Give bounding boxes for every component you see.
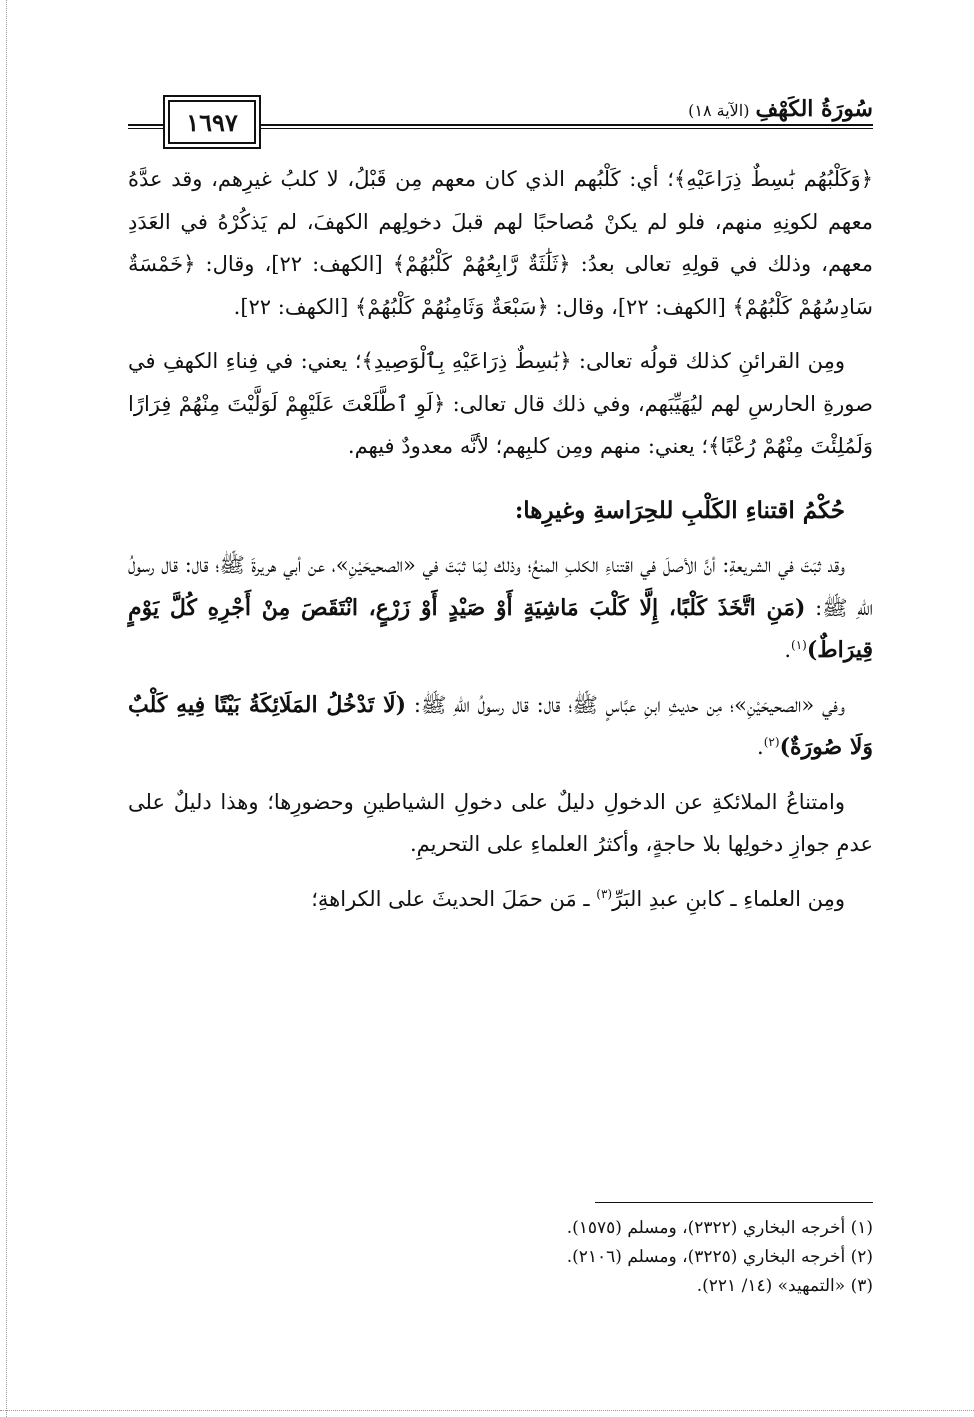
footnote-2: (٢) أخرجه البخاري (٣٢٢٥)، ومسلم (٢١٠٦). <box>566 1247 873 1267</box>
section-heading: حُكْمُ اقتناءِ الكَلْبِ للحِرَاسةِ وغيرِها: <box>514 496 845 524</box>
footnote-ref-2: (٢) <box>763 735 780 749</box>
paragraph-5: وامتناعُ الملائكةِ عن الدخولِ دليلٌ على دخولِ الشياطينِ وحضورِها؛ وهذا دليلٌ على عدمِ جوازِ دخولِها بلا حاجةٍ، وأكثرُ العلماءِ على التحريمِ. <box>128 789 873 856</box>
footnote-separator <box>595 1202 873 1203</box>
spacer <box>128 532 873 544</box>
paragraph-4: وفي «الصحيحَيْنِ»؛ مِن حديثِ ابنِ عبَّاسٍ ﷺ؛ قال: قال رسولُ اللهِ ﷺ: (لَا تَدْخُلُ المَلَائِكَةُ بَيْتًا فِيهِ كَلْبٌ وَلَا صُورَةٌ)$^{(٢)}$. <box>128 691 873 760</box>
footnote-1: (١) أخرجه البخاري (٢٣٢٢)، ومسلم (١٥٧٥). <box>566 1218 873 1238</box>
footnotes <box>400 1214 873 1301</box>
spacer <box>128 468 873 490</box>
hadith-1: (مَنِ اتَّخَذَ كَلْبًا، إِلَّا كَلْبَ مَاشِيَةٍ أَوْ صَيْدٍ أَوْ زَرْعٍ، انْتَقَصَ مِنْ أَجْرِهِ كُلَّ يَوْمٍ قِيرَاطٌ) <box>128 594 873 663</box>
paragraph-4-text: وفي «الصحيحَيْنِ»؛ مِن حديثِ ابنِ عبَّاسٍ ﷺ؛ قال: قال رسولُ اللهِ ﷺ: <box>413 692 845 717</box>
page-number-box <box>168 100 256 144</box>
surah-title: سُورَةُ الكَهْفِ <box>755 96 873 122</box>
main-text <box>128 158 873 920</box>
footnote-3: (٣) «التمهيد» (١٤/ ٢٢١). <box>696 1276 873 1296</box>
hadith-2: (لَا تَدْخُلُ المَلَائِكَةُ بَيْتًا فِيهِ كَلْبٌ وَلَا صُورَةٌ) <box>128 691 873 760</box>
paragraph-3-text: وقد ثبَتَ في الشريعةِ: أنَّ الأصلَ في اقتناءِ الكلبِ المنعُ؛ وذلك لِمَا ثبَتَ في «الصحيحَيْنِ»، عن أبي هريرةَ ﷺ؛ قال: قال رسولُ اللهِ ﷺ: <box>128 553 873 620</box>
paragraph-6-text-a: ومِن العلماءِ ـ كابنِ عبدِ البَرِّ <box>612 886 845 911</box>
spacer <box>128 672 873 684</box>
spacer <box>128 769 873 781</box>
paragraph-3: وقد ثبَتَ في الشريعةِ: أنَّ الأصلَ في اقتناءِ الكلبِ المنعُ؛ وذلك لِمَا ثبَتَ في «الصحيحَيْنِ»، عن أبي هريرةَ ﷺ؛ قال: قال رسولُ اللهِ ﷺ: (مَنِ اتَّخَذَ كَلْبًا، إِلَّا كَلْبَ مَاشِيَةٍ أَوْ صَيْدٍ أَوْ زَرْعٍ، انْتَقَصَ مِنْ أَجْرِهِ كُلَّ يَوْمٍ قِيرَاطٌ)$^{(١)}$. <box>128 553 873 663</box>
paragraph-2: ومِن القرائنِ كذلك قولُه تعالى: ﴿بَٰسِطٌ ذِرَاعَيْهِ بِٱلْوَصِيدِ﴾؛ يعني: في فِناءِ الكهفِ في صورةِ الحارسِ لهم ليُهَيِّبَهم، وفي ذلك قال تعالى: ﴿لَوِ ٱطَّلَعْتَ عَلَيْهِمْ لَوَلَّيْتَ مِنْهُمْ فِرَارًا وَلَمُلِئْتَ مِنْهُمْ رُعْبًا﴾؛ يعني: منهم ومِن كلبِهم؛ لأنَّه معدودٌ فيهم. <box>128 349 873 458</box>
footnote-ref-1: (١) <box>791 638 807 652</box>
ayah-label: (الآية ١٨) <box>688 101 750 120</box>
paragraph-6 <box>128 878 873 921</box>
footnote-ref-3: (٣) <box>596 886 613 901</box>
spacer <box>128 866 873 878</box>
running-title <box>678 96 873 122</box>
spacer <box>128 328 873 340</box>
page-number: ١٦٩٧ <box>186 107 238 137</box>
scan-left-edge <box>0 0 7 1417</box>
paragraph-6-text-b: ـ مَن حمَلَ الحديثَ على الكراهةِ؛ <box>311 886 590 911</box>
page-header <box>128 96 873 146</box>
paragraph-1: ﴿وَكَلْبُهُم بَٰسِطٌ ذِرَاعَيْهِ﴾؛ أي: كَلْبُهم الذي كان معهم مِن قَبْلُ، لا كلبُ غيرِهم، وقد عدَّهُ معهم لكونِهِ منهم، فلو لم يكنْ مُصاحبًا لهم قبلَ دخولِهم الكهفَ، لم يَذكُرْهُ في العَدَدِ معهم، وذلك في قولِهِ تعالى بعدُ: ﴿ثَلَٰثَةٌ رَّابِعُهُمْ كَلْبُهُمْ﴾ [الكهف: ٢٢]، وقال: ﴿خَمْسَةٌ سَادِسُهُمْ كَلْبُهُمْ﴾ [الكهف: ٢٢]، وقال: ﴿سَبْعَةٌ وَثَامِنُهُمْ كَلْبُهُمْ﴾ [الكهف: ٢٢]. <box>128 167 874 319</box>
scan-bottom-edge <box>0 1410 974 1417</box>
